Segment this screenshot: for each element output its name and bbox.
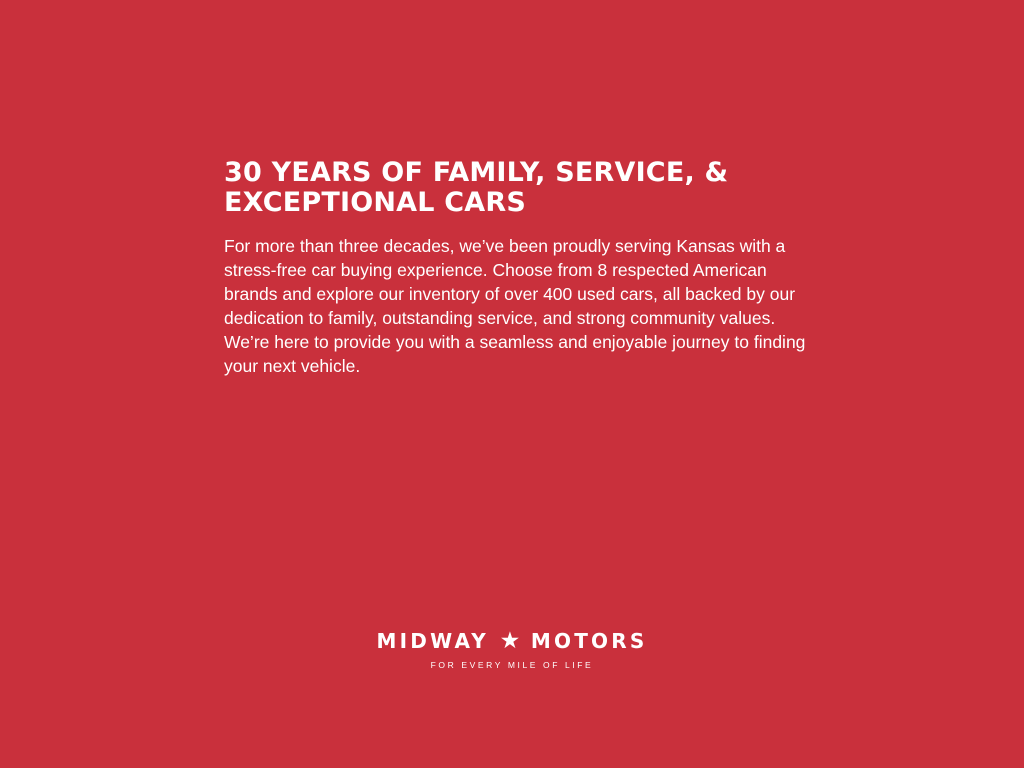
- page-title: 30 YEARS OF FAMILY, SERVICE, & EXCEPTIONAL CARS: [224, 157, 729, 218]
- logo-wordmark: [376, 627, 648, 653]
- logo-word-midway: MIDWAY: [376, 629, 489, 653]
- hero-content: [224, 158, 824, 378]
- brand-logo: [0, 627, 1024, 670]
- hero-body-text: For more than three decades, we’ve been proudly serving Kansas with a stress-free car buying experience. Choose from 8 respected American brands and explore our inventory of over 400 used cars, all backed by our dedication to family, outstanding service, and strong community values. We’re here to provide you with a seamless and enjoyable journey to finding your next vehicle.: [224, 236, 806, 376]
- star-icon: ★: [499, 627, 521, 653]
- logo-tagline: FOR EVERY MILE OF LIFE: [430, 660, 594, 670]
- logo-word-motors: MOTORS: [530, 629, 648, 653]
